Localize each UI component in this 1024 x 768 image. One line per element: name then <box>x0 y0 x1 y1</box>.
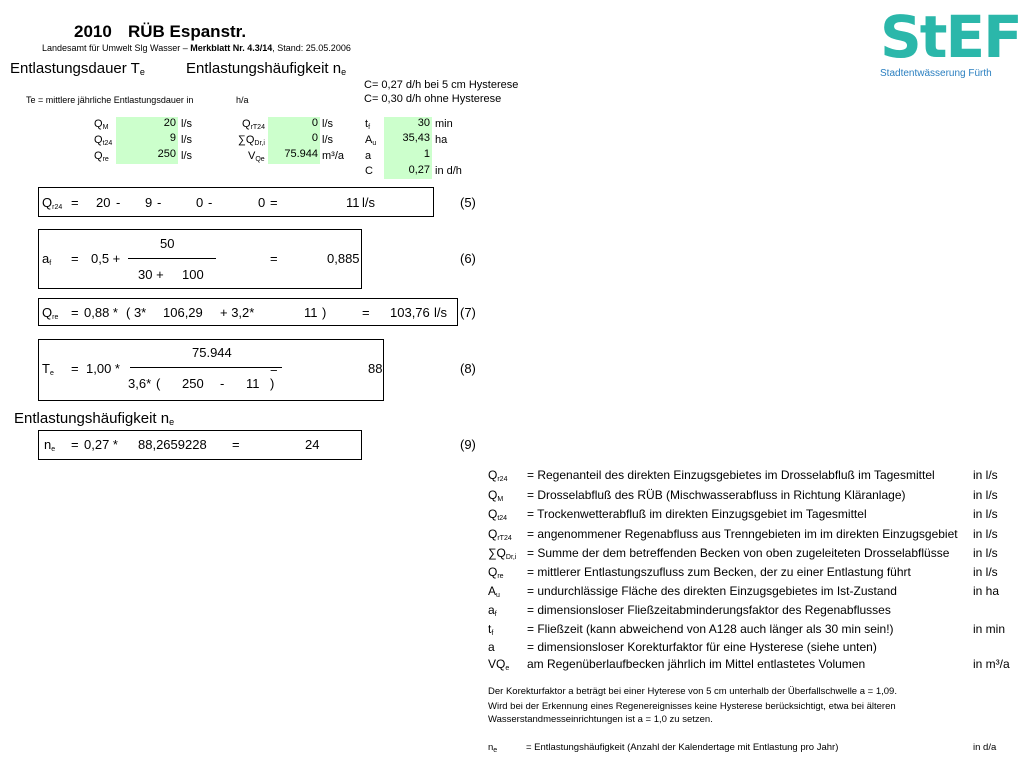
eq7-eq2: = <box>362 305 370 320</box>
eq7-p1: 0,88 * <box>84 305 118 320</box>
legend-description: = Summe der dem betreffenden Becken von oben zugeleiteten Drosselabflüsse <box>527 546 950 560</box>
legend-description: = Fließzeit (kann abweichend von A128 auch länger als 30 min sein!) <box>527 622 894 636</box>
eq5-number: (5) <box>460 195 476 210</box>
logo <box>878 3 1021 82</box>
legend-symbol: $Q_{re}$ <box>488 565 504 580</box>
eq6-eq: = <box>71 251 79 266</box>
qt24-label: $Q_{t24}$ <box>94 134 113 147</box>
eq8-d2: ( <box>156 376 161 391</box>
legend-unit: in l/s <box>973 546 998 560</box>
sumqdr-value[interactable]: 0 <box>268 132 320 148</box>
qre-value[interactable]: 250 <box>116 148 178 164</box>
dauer-sub: e <box>139 67 145 77</box>
eq7-p3: 106,29 <box>163 305 203 320</box>
legend-description: = dimensionsloser Korekturfaktor für eine Hysterese (siehe unten) <box>527 640 877 654</box>
eq6-numerator: 50 <box>160 236 175 251</box>
ne-description: = Entlastungshäufigkeit (Anzahl der Kalendertage mit Entlastung pro Jahr) <box>526 742 839 753</box>
heading-entlastungshaeufigkeit <box>186 60 346 77</box>
eq6-result: 0,885 <box>327 251 360 266</box>
te-unit: h/a <box>236 95 249 105</box>
legend-unit: in m³/a <box>973 657 1010 671</box>
eq8-result: 88 <box>368 361 383 376</box>
qrt24-value[interactable]: 0 <box>268 117 320 132</box>
legend-symbol: $a_f$ <box>488 603 497 618</box>
eq8-d3: 250 <box>182 376 204 391</box>
note-line-3: Wasserstandmesseinrichtungen ist a = 1,0 zu setzen. <box>488 714 713 725</box>
au-value[interactable]: 35,43 <box>384 132 432 148</box>
legend-unit: in l/s <box>973 507 998 521</box>
te-description: Te = mittlere jährliche Entlastungsdauer in <box>26 95 194 105</box>
eq8-numerator: 75.944 <box>192 345 232 360</box>
c-note-2: C= 0,30 d/h ohne Hysterese <box>364 93 502 105</box>
note-line-2: Wird bei der Erkennung eines Regenereignisses keine Hysterese berücksichtigt, etwa bei älteren <box>488 701 896 712</box>
haeufigkeit-main: Entlastungshäufigkeit n <box>186 60 342 77</box>
eq5-v4: 0 <box>258 195 266 210</box>
c-note-1: C= 0,27 d/h bei 5 cm Hysterese <box>364 79 519 91</box>
eq5-m1: - <box>116 195 121 210</box>
a-value[interactable]: 1 <box>384 148 432 164</box>
legend-description: = dimensionsloser Fließzeitabminderungsfaktor des Regenabflusses <box>527 603 891 617</box>
legend-description: = Regenanteil des direkten Einzugsgebietes im Drosselabfluß im Tagesmittel <box>527 468 935 482</box>
eq5-m3: - <box>208 195 213 210</box>
au-unit: ha <box>435 134 448 146</box>
a-label: a <box>365 150 372 162</box>
eq5-m2: - <box>157 195 162 210</box>
qm-label: $Q_M$ <box>94 118 109 131</box>
eq7-p4: + 3,2* <box>220 305 255 320</box>
legend-unit: in l/s <box>973 527 998 541</box>
eq5-v2: 9 <box>145 195 153 210</box>
legend-unit: in ha <box>973 584 1000 598</box>
sumqdr-label: $\sum Q_{Dr,i}$ <box>238 134 265 147</box>
qrt24-unit: l/s <box>322 118 333 130</box>
note-line-1: Der Korekturfaktor a beträgt bei einer Hyterese von 5 cm unterhalb der Überfallschwelle a = 1,09. <box>488 686 897 697</box>
legend-description: = Trockenwetterabfluß im direkten Einzugsgebiet im Tagesmittel <box>527 507 867 521</box>
eq6-number: (6) <box>460 251 476 266</box>
eq5-result: 11 <box>346 195 360 210</box>
dauer-main: Entlastungsdauer T <box>10 60 140 77</box>
eq8-eq2: = <box>270 361 278 376</box>
eq9-p1: 0,27 * <box>84 437 118 452</box>
legend-unit: in min <box>973 622 1006 636</box>
heading-entlastungsdauer <box>10 60 145 77</box>
eq7-lhs: $Q_{re}$ <box>42 305 59 321</box>
legend-symbol: $\sum Q_{Dr,i}$ <box>488 546 517 561</box>
heading-haeufigkeit-2 <box>14 410 174 427</box>
tf-label: $t_f$ <box>365 118 371 131</box>
legend-symbol: $Q_{rT24}$ <box>488 527 512 542</box>
header-title: RÜB Espanstr. <box>128 22 247 41</box>
eq6-fraction-bar <box>128 258 216 259</box>
eq8-d4: - <box>220 376 225 391</box>
eq8-d6: ) <box>270 376 275 391</box>
legend-description: = angenommener Regenabfluss aus Trenngebieten im im direkten Einzugsgebiet <box>527 527 958 541</box>
eq5-unit: l/s <box>362 195 375 210</box>
eq9-eq2: = <box>232 437 240 452</box>
c-value[interactable]: 0,27 <box>384 164 432 179</box>
subtitle-pre: Landesamt für Umwelt Slg Wasser – <box>42 43 191 53</box>
eq8-lhs: $T_e$ <box>42 361 54 377</box>
ne-unit: in d/a <box>973 742 997 753</box>
eq8-number: (8) <box>460 361 476 376</box>
logo-tagline: Stadtentwässerung Fürth <box>880 68 992 79</box>
qm-value[interactable]: 20 <box>116 117 178 132</box>
qt24-unit: l/s <box>181 134 192 146</box>
vqe-unit: m³/a <box>322 150 344 162</box>
eq7-result: 103,76 <box>390 305 430 320</box>
section2-main: Entlastungshäufigkeit n <box>14 410 170 427</box>
legend-symbol: $VQ_e$ <box>488 657 510 672</box>
tf-unit: min <box>435 118 453 130</box>
legend-unit: in l/s <box>973 565 998 579</box>
logo-text: StEF <box>880 3 1021 71</box>
au-label: $A_u$ <box>365 134 377 147</box>
qre-unit: l/s <box>181 150 192 162</box>
eq7-p5: 11 <box>304 305 318 320</box>
section2-sub: e <box>169 417 175 427</box>
qm-unit: l/s <box>181 118 192 130</box>
eq6-den2: 100 <box>182 267 204 282</box>
legend-unit: in l/s <box>973 468 998 482</box>
qt24-value[interactable]: 9 <box>116 132 178 148</box>
eq8-base: 1,00 * <box>86 361 120 376</box>
legend-symbol: $A_u$ <box>488 584 500 599</box>
legend-description: = mittlerer Entlastungszufluss zum Becken, der zu einer Entlastung führt <box>527 565 911 579</box>
eq5-eq2: = <box>270 195 278 210</box>
eq5-v1: 20 <box>96 195 111 210</box>
eq7-unit: l/s <box>434 305 447 320</box>
haeufigkeit-sub: e <box>341 67 347 77</box>
c-label: C <box>365 165 373 177</box>
legend-description: am Regenüberlaufbecken jährlich im Mittel entlastetes Volumen <box>527 657 866 671</box>
tf-value[interactable]: 30 <box>384 117 432 132</box>
subtitle-post: , Stand: 25.05.2006 <box>272 43 351 53</box>
legend-symbol: a <box>488 640 495 654</box>
eq5-eq: = <box>71 195 79 210</box>
eq9-eq: = <box>71 437 79 452</box>
eq9-number: (9) <box>460 437 476 452</box>
vqe-label: $V_{Qe}$ <box>248 150 265 163</box>
qrt24-label: $Q_{rT24}$ <box>242 118 265 131</box>
ne-symbol: $n_e$ <box>488 742 498 754</box>
eq7-p6: ) <box>322 305 327 320</box>
qre-label: $Q_{re}$ <box>94 150 109 163</box>
legend-description: = undurchlässige Fläche des direkten Einzugsgebietes im Ist-Zustand <box>527 584 897 598</box>
legend-symbol: $t_f$ <box>488 622 494 637</box>
eq6-den1: 30 + <box>138 267 164 282</box>
eq8-eq: = <box>71 361 79 376</box>
eq8-d1: 3,6* <box>128 376 152 391</box>
c-unit: in d/h <box>435 165 462 177</box>
legend-symbol: $Q_{r24}$ <box>488 468 508 483</box>
vqe-value[interactable]: 75.944 <box>268 148 320 164</box>
legend-description: = Drosselabfluß des RÜB (Mischwasserabfluss in Richtung Kläranlage) <box>527 488 906 502</box>
eq7-p2: ( 3* <box>126 305 147 320</box>
legend-unit: in l/s <box>973 488 998 502</box>
sumqdr-unit: l/s <box>322 134 333 146</box>
eq9-p2: 88,2659228 <box>138 437 207 452</box>
legend-symbol: $Q_M$ <box>488 488 504 503</box>
eq8-fraction-bar <box>130 367 282 368</box>
eq5-v3: 0 <box>196 195 204 210</box>
eq7-eq: = <box>71 305 79 320</box>
eq6-eq2: = <box>270 251 278 266</box>
eq6-base: 0,5 + <box>91 251 121 266</box>
eq6-lhs: $a_f$ <box>42 251 52 267</box>
header-year: 2010 <box>74 22 112 41</box>
eq9-result: 24 <box>305 437 320 452</box>
eq9-lhs: $n_e$ <box>44 437 56 453</box>
legend-symbol: $Q_{t24}$ <box>488 507 508 522</box>
eq5-lhs: $Q_{r24}$ <box>42 195 63 211</box>
header-subtitle <box>42 43 351 53</box>
eq7-number: (7) <box>460 305 476 320</box>
subtitle-bold: Merkblatt Nr. 4.3/14 <box>190 43 273 53</box>
eq8-d5: 11 <box>246 376 260 391</box>
